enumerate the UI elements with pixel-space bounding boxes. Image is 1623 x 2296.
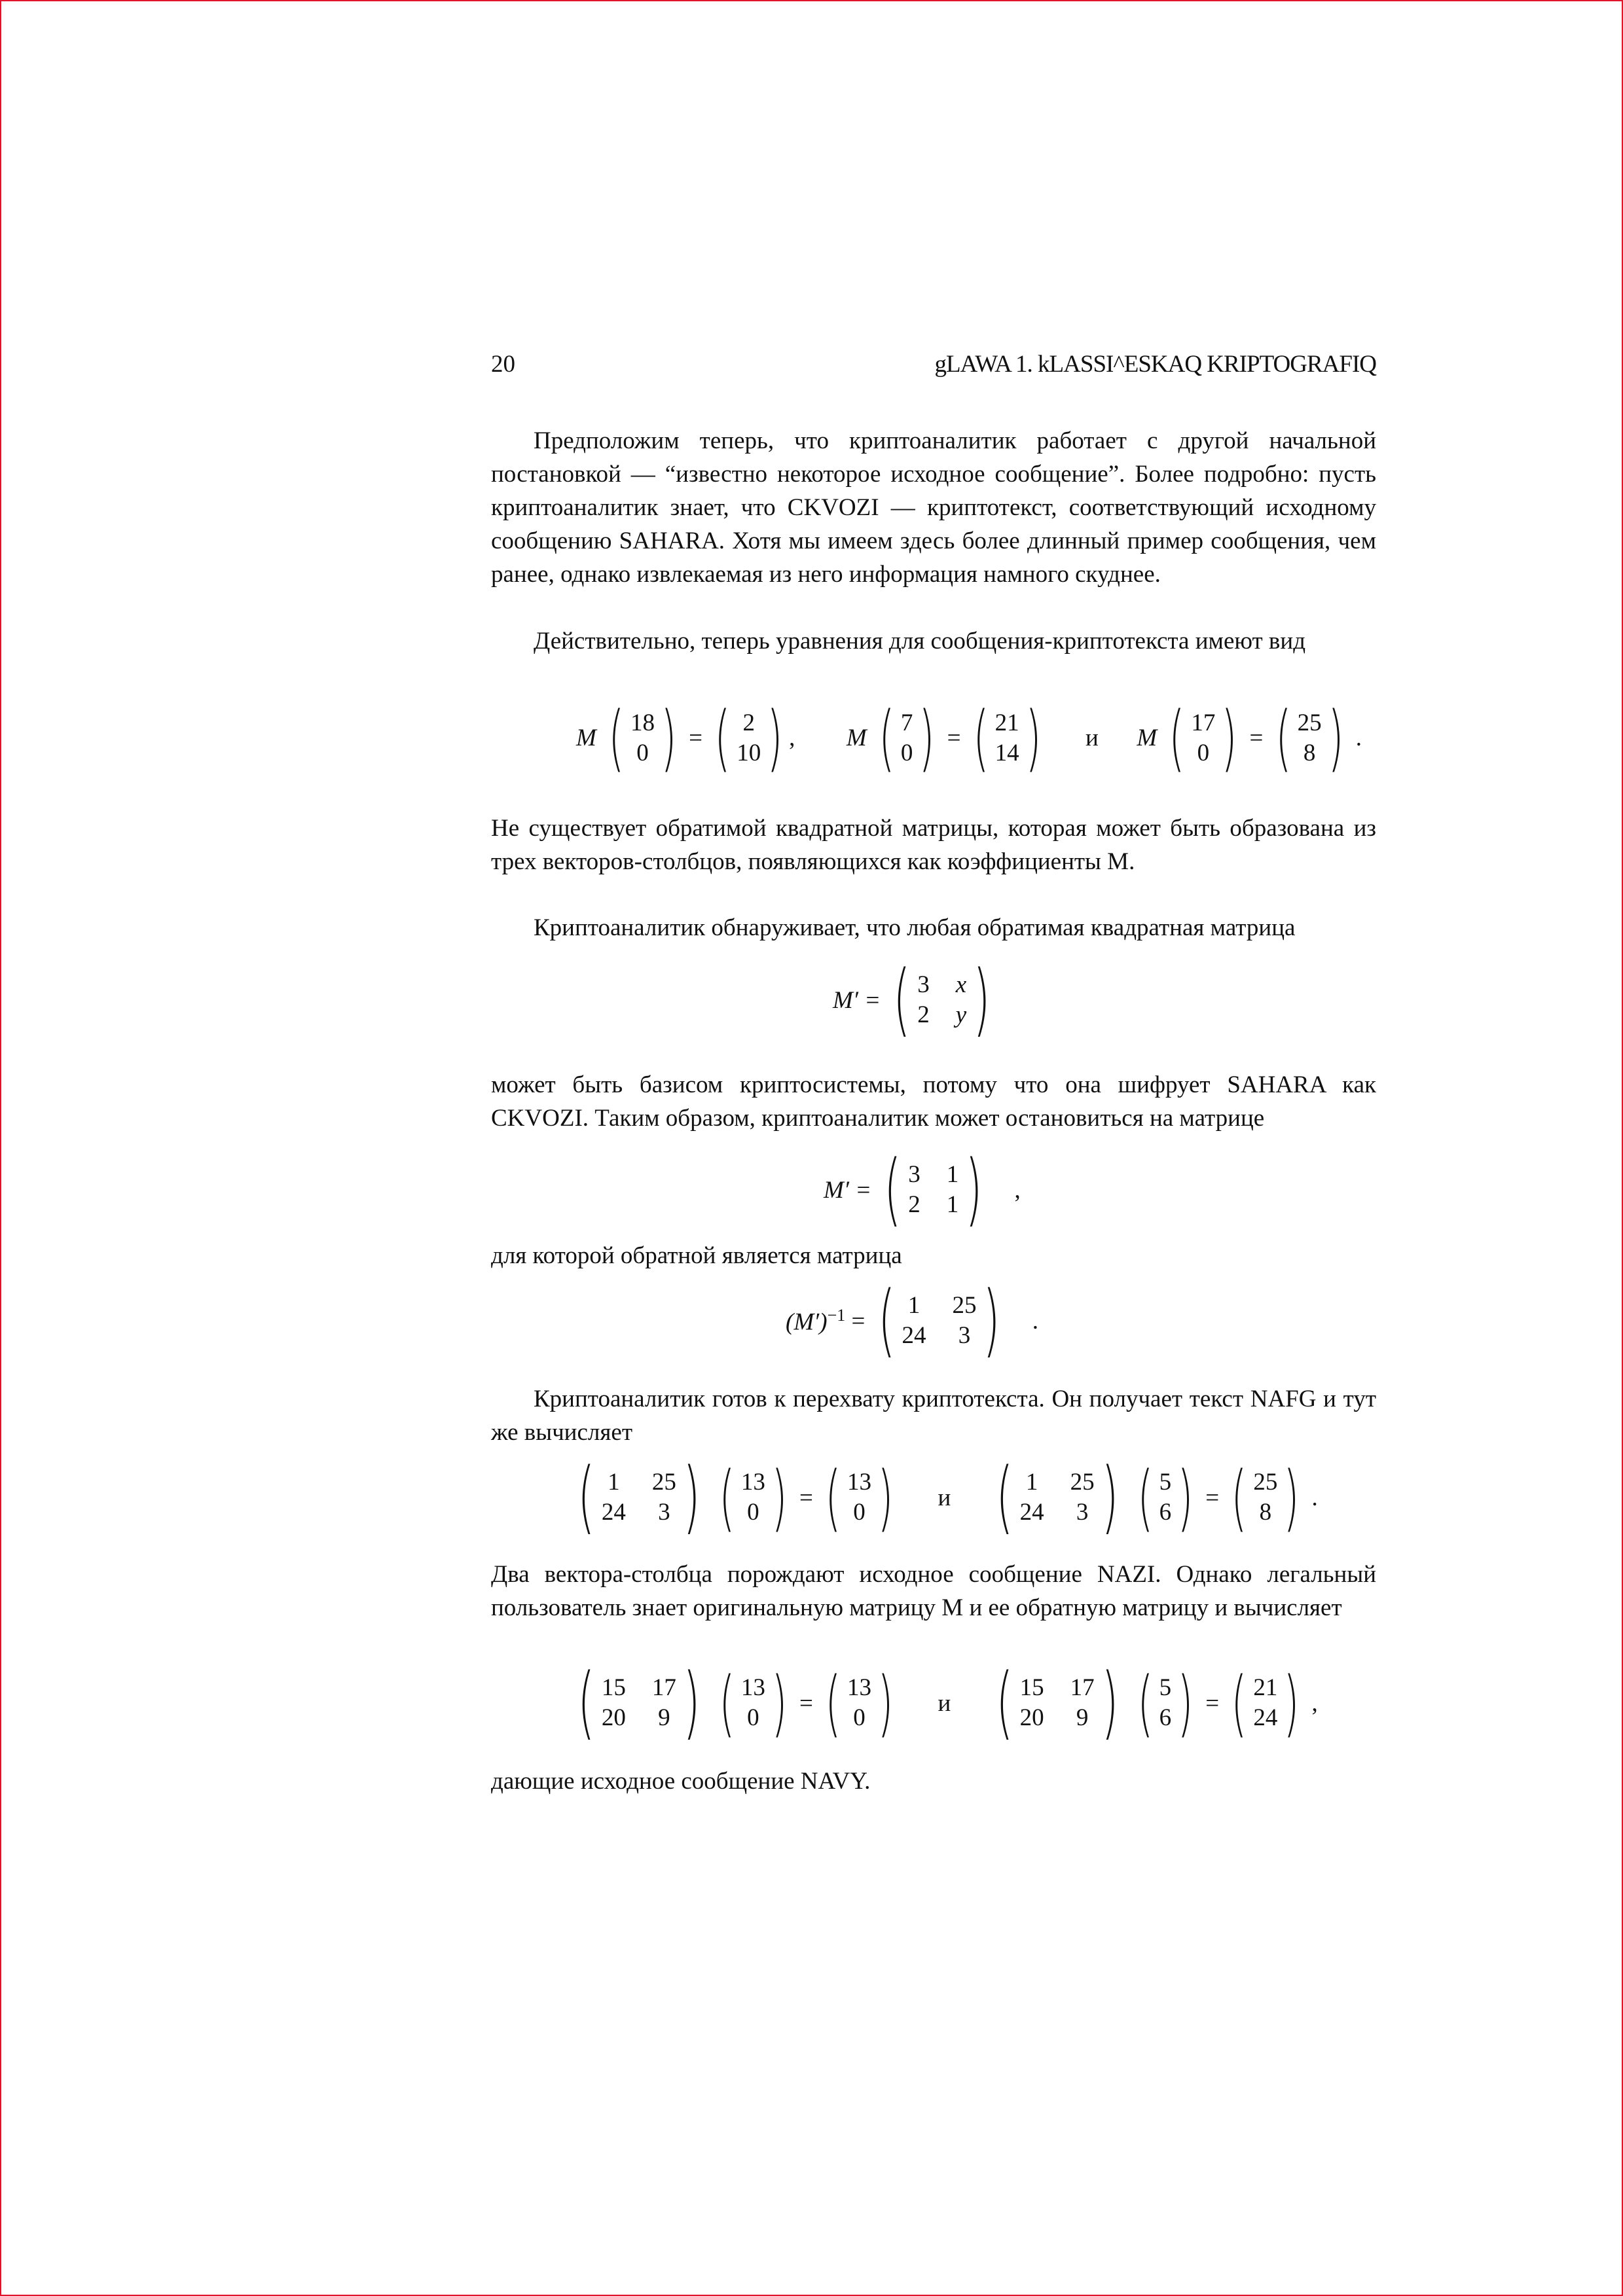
- eq6-m1-0: 15: [601, 1674, 626, 1701]
- eq6-m1-1: 17: [651, 1674, 676, 1701]
- eq4-m-0: 1: [907, 1292, 921, 1319]
- eq5-v1-1: 0: [747, 1499, 759, 1526]
- eq5-r1-1: 0: [853, 1499, 866, 1526]
- eq5-vector-1: ( 13 0 ): [719, 1455, 788, 1539]
- eq6-v1-1: 0: [747, 1704, 759, 1731]
- eq1-vector-a: ( 18 0 ): [608, 696, 677, 780]
- eq6-m1-2: 20: [601, 1704, 626, 1731]
- eq6-matrix-2: ( 15 17 20 9 ): [996, 1657, 1118, 1748]
- eq3-m-3: 1: [946, 1191, 959, 1218]
- eq4-sup: −1: [827, 1305, 846, 1325]
- eq1-c-1: 0: [900, 739, 913, 766]
- eq5-v1-0: 13: [740, 1469, 765, 1496]
- eq1-b-1: 10: [737, 739, 761, 766]
- eq5-r2-0: 25: [1253, 1469, 1278, 1496]
- eq5-matrix-1: ( 1 25 24 3 ): [577, 1452, 701, 1543]
- eq3-m-2: 2: [908, 1191, 921, 1218]
- eq1-M: M: [576, 725, 596, 751]
- eq5-m1-1: 25: [651, 1469, 676, 1496]
- paragraph-5: может быть базисом криптосистемы, потому что она шифрует SAHARA как CKVOZI. Таким образом, криптоаналитик может остановиться на матрице: [491, 1071, 1376, 1132]
- eq5-eq-2: =: [1205, 1484, 1220, 1511]
- eq2-lhs: M′ =: [833, 986, 881, 1014]
- eq1-vector-b: ( 2 10 ): [714, 696, 783, 780]
- eq2-m-1: x: [955, 971, 967, 998]
- eq5-m2-3: 3: [1076, 1499, 1089, 1526]
- eq1-M-2: M: [846, 725, 867, 751]
- eq5-matrix-2: ( 1 25 24 3 ): [996, 1452, 1118, 1543]
- eq1-eq-1: =: [689, 725, 703, 751]
- eq4-eq: =: [851, 1307, 866, 1335]
- eq1-f-0: 25: [1297, 709, 1322, 736]
- eq1-d-0: 21: [994, 709, 1019, 736]
- eq1-M-3: M: [1137, 725, 1158, 751]
- eq1-a-1: 0: [636, 739, 649, 766]
- eq1-vector-f: ( 25 8 ): [1275, 696, 1343, 780]
- eq5-m2-1: 25: [1070, 1469, 1095, 1496]
- eq3-matrix: ( 3 1 2 1 ): [884, 1144, 983, 1235]
- eq1-and: и: [1085, 725, 1099, 751]
- eq6-result-2: ( 21 24 ): [1231, 1660, 1300, 1745]
- page-number: 20: [491, 351, 515, 378]
- equation-3: [824, 1144, 1021, 1235]
- eq2-m-3: y: [955, 1001, 967, 1028]
- paragraph-1: Предположим теперь, что криптоаналитик работает с другой начальной постановкой — “известно некоторое исходное сообщение”. Более подробно: пусть криптоаналитик знает, что CKVOZI — криптотекст, соответствующий исходному сообщению SAHARA. Хотя мы имеем здесь более длинный пример сообщения, чем ранее, однако извлекаемая из него информация намного скуднее.: [491, 427, 1376, 588]
- eq6-and: и: [938, 1689, 951, 1717]
- eq5-vector-2: ( 5 6 ): [1137, 1455, 1194, 1539]
- eq1-vector-d: ( 21 14 ): [973, 696, 1041, 780]
- eq1-eq-2: =: [947, 725, 961, 751]
- eq1-f-1: 8: [1303, 739, 1316, 766]
- eq6-m1-3: 9: [658, 1704, 670, 1731]
- eq6-matrix-1: ( 15 17 20 9 ): [577, 1657, 701, 1748]
- eq1-end: .: [1355, 725, 1362, 751]
- eq2-m-2: 2: [917, 1001, 930, 1028]
- paragraph-9: дающие исходное сообщение NAVY.: [491, 1768, 871, 1795]
- eq6-v2-0: 5: [1159, 1674, 1172, 1701]
- equation-1: [576, 696, 1362, 780]
- eq5-eq-1: =: [799, 1484, 813, 1511]
- paragraph-3: Не существует обратимой квадратной матрицы, которая может быть образована из трех векторов-столбцов, появляющихся как коэффициенты M.: [491, 815, 1376, 875]
- eq1-comma: ,: [789, 725, 795, 751]
- eq6-vector-2: ( 5 6 ): [1137, 1660, 1194, 1745]
- paragraph-7: Криптоаналитик готов к перехвату криптотекста. Он получает текст NAFG и тут же вычисляет: [491, 1386, 1376, 1446]
- eq1-eq-3: =: [1249, 725, 1264, 751]
- eq6-m2-2: 20: [1019, 1704, 1044, 1731]
- eq1-c-0: 7: [900, 709, 913, 736]
- eq5-m1-2: 24: [601, 1499, 626, 1526]
- eq6-vector-1: ( 13 0 ): [719, 1660, 788, 1745]
- eq4-lhs-text: (M′): [786, 1308, 828, 1336]
- eq4-m-3: 3: [958, 1322, 971, 1349]
- eq6-v1-0: 13: [740, 1674, 765, 1701]
- eq5-m2-2: 24: [1019, 1499, 1044, 1526]
- eq5-v2-0: 5: [1159, 1469, 1172, 1496]
- paragraph-8: Два вектора-столбца порождают исходное сообщение NAZI. Однако легальный пользователь знает оригинальную матрицу M и ее обратную матрицу и вычисляет: [491, 1561, 1376, 1621]
- eq4-m-2: 24: [902, 1322, 926, 1349]
- eq1-vector-c: ( 7 0 ): [879, 696, 935, 780]
- eq5-result-2: ( 25 8 ): [1231, 1455, 1300, 1539]
- eq4-m-1: 25: [952, 1292, 977, 1319]
- paragraph-6: для которой обратной является матрица: [491, 1242, 902, 1269]
- page-header: [491, 350, 1376, 383]
- running-head: gLAWA 1. kLASSI^ESKAQ KRIPTOGRAFIQ: [934, 351, 1376, 378]
- eq6-v2-1: 6: [1159, 1704, 1172, 1731]
- eq6-result-1: ( 13 0 ): [825, 1660, 894, 1745]
- eq1-b-0: 2: [742, 709, 755, 736]
- eq5-result-1: ( 13 0 ): [825, 1455, 894, 1539]
- eq5-r1-0: 13: [847, 1469, 872, 1496]
- equation-2: [833, 954, 997, 1045]
- eq5-r2-1: 8: [1259, 1499, 1272, 1526]
- eq6-eq-1: =: [799, 1689, 813, 1717]
- eq1-e-0: 17: [1191, 709, 1216, 736]
- eq3-m-1: 1: [946, 1161, 959, 1188]
- paragraph-4: Криптоаналитик обнаруживает, что любая обратимая квадратная матрица: [534, 914, 1296, 941]
- equation-5: [571, 1452, 1318, 1543]
- eq6-r2-0: 21: [1253, 1674, 1278, 1701]
- eq6-eq-2: =: [1205, 1689, 1220, 1717]
- eq3-end: ,: [1014, 1176, 1021, 1204]
- eq5-m1-0: 1: [608, 1469, 620, 1496]
- paragraph-2: Действительно, теперь уравнения для сообщения-криптотекста имеют вид: [534, 628, 1306, 655]
- eq4-end: .: [1032, 1307, 1039, 1335]
- eq6-end: ,: [1311, 1689, 1318, 1717]
- eq5-m1-3: 3: [658, 1499, 670, 1526]
- eq1-a-0: 18: [630, 709, 655, 736]
- eq1-vector-e: ( 17 0 ): [1169, 696, 1237, 780]
- equation-6: [571, 1657, 1318, 1748]
- eq1-e-1: 0: [1197, 739, 1210, 766]
- eq5-m2-0: 1: [1025, 1469, 1038, 1496]
- eq6-r1-0: 13: [847, 1674, 872, 1701]
- eq6-r2-1: 24: [1253, 1704, 1278, 1731]
- eq1-d-1: 14: [994, 739, 1019, 766]
- eq3-lhs: M′ =: [824, 1176, 872, 1204]
- eq4-lhs: [786, 1306, 845, 1336]
- eq2-matrix: ( 3 x 2 y ): [893, 954, 991, 1045]
- eq5-v2-1: 6: [1159, 1499, 1172, 1526]
- eq4-matrix: ( 1 25 24 3 ): [878, 1275, 1000, 1366]
- eq6-m2-3: 9: [1076, 1704, 1089, 1731]
- eq5-end: .: [1311, 1484, 1318, 1511]
- eq6-m2-0: 15: [1019, 1674, 1044, 1701]
- eq6-r1-1: 0: [853, 1704, 866, 1731]
- eq3-m-0: 3: [908, 1161, 921, 1188]
- eq6-m2-1: 17: [1070, 1674, 1095, 1701]
- eq5-and: и: [938, 1484, 951, 1511]
- eq2-m-0: 3: [917, 971, 930, 998]
- equation-4: [786, 1275, 1039, 1366]
